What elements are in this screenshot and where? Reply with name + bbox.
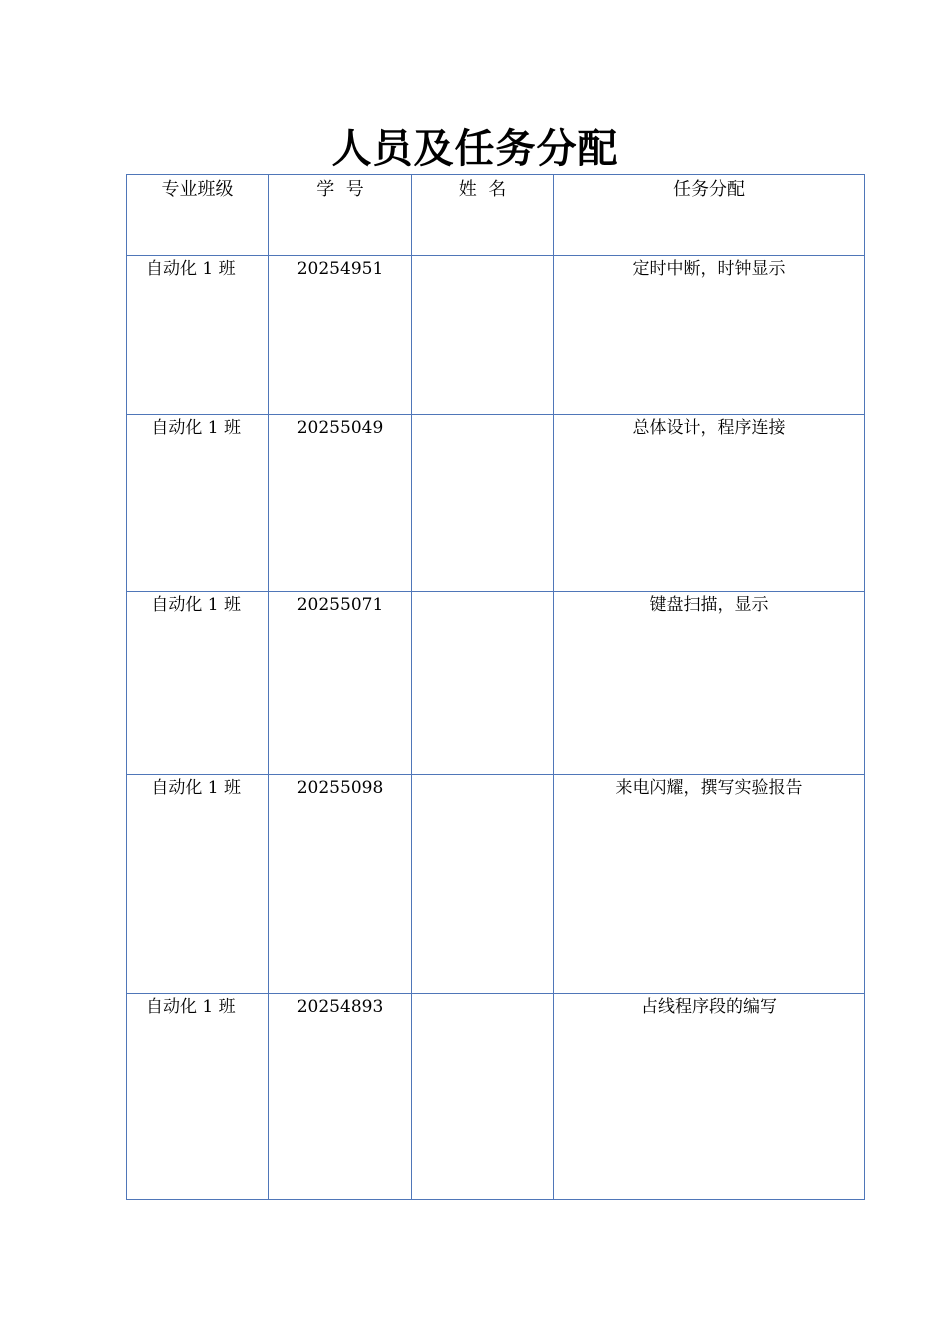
cell-task: 键盘扫描，显示 — [554, 592, 865, 775]
cell-name — [412, 592, 554, 775]
header-name: 姓 名 — [412, 175, 554, 256]
cell-major: 自动化 1 班 — [127, 256, 269, 415]
header-major-class: 专业班级 — [127, 175, 269, 256]
table-header-row — [127, 175, 865, 256]
cell-student-id: 20254893 — [269, 994, 412, 1200]
cell-student-id: 20254951 — [269, 256, 412, 415]
cell-major: 自动化 1 班 — [127, 592, 269, 775]
page-title: 人员及任务分配 — [331, 126, 619, 172]
cell-task: 定时中断，时钟显示 — [554, 256, 865, 415]
cell-student-id: 20255098 — [269, 775, 412, 994]
cell-major: 自动化 1 班 — [127, 994, 269, 1200]
cell-name — [412, 994, 554, 1200]
cell-student-id: 20255071 — [269, 592, 412, 775]
table-row — [127, 994, 865, 1200]
cell-student-id: 20255049 — [269, 415, 412, 592]
table-row — [127, 256, 865, 415]
cell-task: 来电闪耀，撰写实验报告 — [554, 775, 865, 994]
cell-major: 自动化 1 班 — [127, 775, 269, 994]
cell-name — [412, 775, 554, 994]
cell-task: 总体设计，程序连接 — [554, 415, 865, 592]
header-task: 任务分配 — [554, 175, 865, 256]
cell-name — [412, 256, 554, 415]
table-row — [127, 592, 865, 775]
table-row — [127, 775, 865, 994]
cell-task: 占线程序段的编写 — [554, 994, 865, 1200]
cell-major: 自动化 1 班 — [127, 415, 269, 592]
header-student-id: 学 号 — [269, 175, 412, 256]
table-row — [127, 415, 865, 592]
cell-name — [412, 415, 554, 592]
assignment-table — [126, 174, 865, 1200]
